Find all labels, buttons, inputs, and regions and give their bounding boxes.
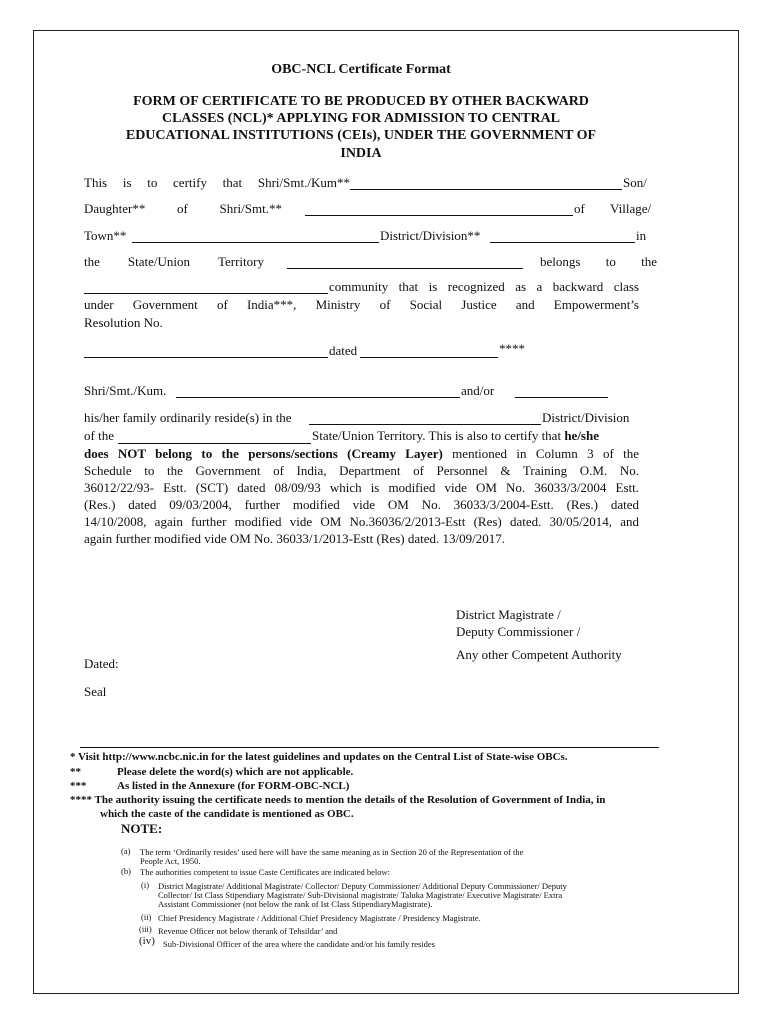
para-text: mentioned in Column 3 of the <box>442 446 639 461</box>
seal-label: Seal <box>84 684 107 699</box>
footnote-marker: **** <box>499 341 525 356</box>
form-title-line: CLASSES (NCL)* APPLYING FOR ADMISSION TO CENTRAL <box>161 111 561 126</box>
para-line: 14/10/2008, again further modified vide OM No.36036/2/2013-Estt (Res) dated. 30/05/2014, and <box>84 514 639 529</box>
note-marker: (iv) <box>139 935 155 947</box>
word: certify <box>173 175 207 190</box>
footnote-3: As listed in the Annexure (for FORM-OBC-NCL) <box>117 780 350 792</box>
district-label: District/Division** <box>380 228 481 243</box>
authority-line: Any other Competent Authority <box>456 647 622 662</box>
word: Territory <box>217 254 264 269</box>
name-blank[interactable] <box>350 189 622 190</box>
para-line: Schedule to the Government of India, Department of Personnel & Training O.M. No. <box>84 463 639 478</box>
town-blank[interactable] <box>132 242 379 243</box>
dated-field-label: Dated: <box>84 656 119 671</box>
note-i-text: District Magistrate/ Additional Magistrate/ Collector/ Deputy Commissioner/ Additional Deputy Commissioner/ Deputy <box>158 881 567 891</box>
note-ii-text: Chief Presidency Magistrate / Additional Chief Presidency Magistrate / Presidency Magistrate. <box>158 913 481 923</box>
belongs-line <box>540 254 657 270</box>
note-marker: (iii) <box>139 924 152 934</box>
authority-line: District Magistrate / <box>456 607 561 622</box>
village-label: Village/ <box>610 201 652 216</box>
son-label: Son/ <box>623 175 647 190</box>
note-marker: (i) <box>141 880 150 890</box>
footnote-2: Please delete the word(s) which are not applicable. <box>117 766 354 778</box>
certify-line <box>84 175 350 191</box>
community-blank[interactable] <box>84 293 328 294</box>
footnote-rule <box>80 747 659 748</box>
word: Shri/Smt.** <box>219 201 282 216</box>
parent-name-blank[interactable] <box>305 215 573 216</box>
word: This <box>84 175 108 190</box>
district-division-label: District/Division <box>542 410 630 425</box>
note-b-text: The authorities competent to issue Caste Certificates are indicated below: <box>140 867 390 877</box>
heading: OBC-NCL Certificate Format <box>271 62 451 77</box>
resolution-label: Resolution No. <box>84 315 163 330</box>
para-line <box>84 445 639 462</box>
state-ut-blank[interactable] <box>118 443 311 444</box>
reside-label: his/her family ordinarily reside(s) in the <box>84 410 292 425</box>
para-line: 36012/22/93- Estt. (SCT) dated 08/09/93 which is modified vide OM No. 36033/3/2004 Estt. <box>84 480 639 495</box>
parent-line <box>84 201 282 217</box>
resolution-date-blank[interactable] <box>360 357 498 358</box>
note-iii-text: Revenue Officer not below therank of Tehsildar’ and <box>158 926 338 936</box>
reside-blank[interactable] <box>309 424 541 425</box>
note-marker: (ii) <box>141 912 152 922</box>
district-blank[interactable] <box>490 242 635 243</box>
community-text-content: community that is recognized as a backward class <box>329 279 639 294</box>
word: is <box>122 175 132 190</box>
word: Shri/Smt./Kum** <box>257 175 350 190</box>
ministry-line <box>84 297 639 313</box>
note-i-text: Collector/ Ist Class Stipendiary Magistrate/ Sub-Divisional magistrate/ Taluka Magistrate/ Executive Magistrate/ Extra <box>158 890 563 900</box>
note-a-text: People Act, 1950. <box>140 856 201 866</box>
para-line: again further modified vide OM No. 36033/1/2013-Estt (Res) dated. 13/09/2017. <box>84 531 505 546</box>
community-text <box>329 279 639 295</box>
word: State/Union <box>127 254 190 269</box>
para-line: (Res.) dated 09/03/2004, further modified vide OM No. 36033/3/2004-Estt. (Res.) dated <box>84 497 639 512</box>
footnote-marker: *** <box>70 780 87 792</box>
form-title-line: INDIA <box>340 146 382 161</box>
in-label: in <box>636 228 647 243</box>
para-text: State/Union Territory. This is also to certify that <box>312 428 565 443</box>
para-line-1 <box>312 428 599 444</box>
word: to <box>605 254 616 269</box>
resolution-blank[interactable] <box>84 357 328 358</box>
note-marker: (b) <box>121 866 131 876</box>
para-bold: he/she <box>564 428 599 443</box>
of-the-label: of the <box>84 428 114 443</box>
note-iv-text: Sub-Divisional Officer of the area where the candidate and/or his family resides <box>163 939 435 949</box>
state-blank[interactable] <box>287 268 523 269</box>
authority-line: Deputy Commissioner / <box>456 624 581 639</box>
state-line <box>84 254 264 270</box>
note-a-text: The term ‘Ordinarily resides’ used here will have the same meaning as in Section 20 of the Representation of the <box>140 847 524 857</box>
and-or-label: and/or <box>461 383 495 398</box>
form-title-line: FORM OF CERTIFICATE TO BE PRODUCED BY OTHER BACKWARD <box>133 94 589 109</box>
note-marker: (a) <box>121 846 131 856</box>
footnote-4: **** The authority issuing the certificate needs to mention the details of the Resolution of Government of India, in <box>70 794 606 806</box>
name3-blank[interactable] <box>515 397 608 398</box>
word: Daughter** <box>84 201 146 216</box>
word: belongs <box>540 254 581 269</box>
footnote-4-cont: which the caste of the candidate is mentioned as OBC. <box>100 808 354 820</box>
of-label: of <box>574 201 585 216</box>
word: to <box>147 175 158 190</box>
word: the <box>641 254 657 269</box>
ministry-text: under Government of India***, Ministry of Social Justice and Empowerment’s <box>84 297 639 312</box>
word: of <box>177 201 188 216</box>
name2-blank[interactable] <box>176 397 460 398</box>
form-title-line: EDUCATIONAL INSTITUTIONS (CEIs), UNDER THE GOVERNMENT OF <box>125 128 597 143</box>
para-bold: does NOT belong to the persons/sections (Creamy Layer) <box>84 446 443 461</box>
dated-label: dated <box>329 343 358 358</box>
footnote-1: * Visit http://www.ncbc.nic.in for the latest guidelines and updates on the Central List of State-wise OBCs. <box>70 751 568 763</box>
note-title: NOTE: <box>121 821 163 836</box>
shri-label: Shri/Smt./Kum. <box>84 383 167 398</box>
footnote-marker: ** <box>70 766 81 778</box>
note-i-text: Assistant Commissioner (not below the rank of Ist Class StipendiaryMagistrate). <box>158 899 433 909</box>
town-label: Town** <box>84 228 127 243</box>
creamy-layer-paragraph <box>84 445 639 547</box>
word: the <box>84 254 100 269</box>
word: that <box>222 175 243 190</box>
